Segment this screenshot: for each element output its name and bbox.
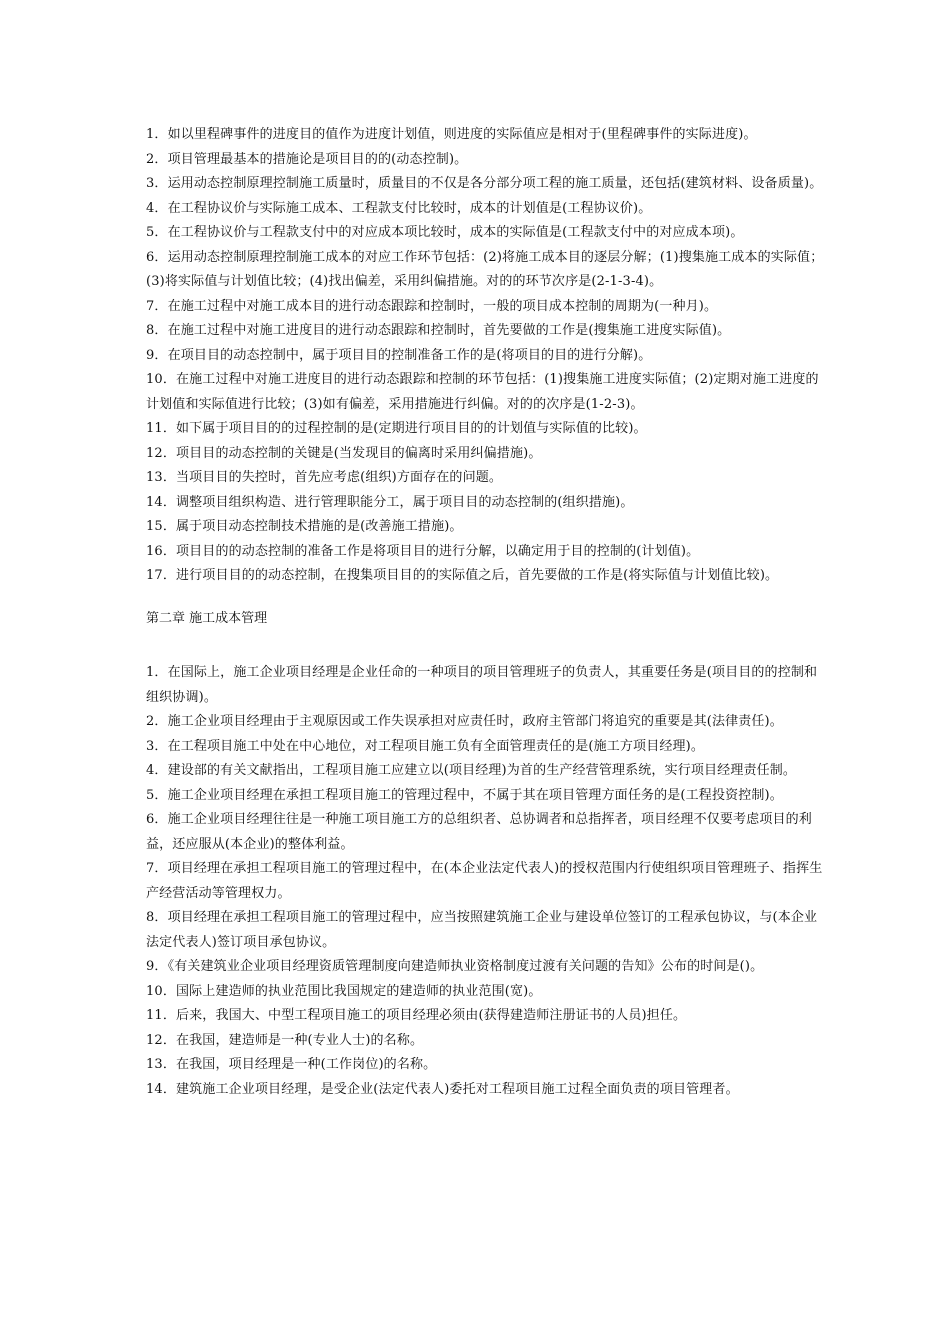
list-item: 10．国际上建造师的执业范围比我国规定的建造师的执业范围(宽)。	[146, 983, 542, 999]
list-item: 9．在项目目的动态控制中，属于项目目的控制准备工作的是(将项目的目的进行分解)。	[146, 347, 652, 363]
list-item: 6．施工企业项目经理往往是一种施工项目施工方的总组织者、总协调者和总指挥者，项目经理不仅要考虑项目的利益，还应服从(本企业)的整体利益。	[146, 812, 812, 852]
list-item: 2．施工企业项目经理由于主观原因或工作失误承担对应责任时，政府主管部门将追究的重要是其(法律责任)。	[146, 714, 783, 729]
list-item: 1．如以里程碑事件的进度目的值作为进度计划值，则进度的实际值应是相对于(里程碑事件的实际进度)。	[146, 127, 757, 142]
list-item: 1．在国际上，施工企业项目经理是企业任命的一种项目的项目管理班子的负责人，其重要任务是(项目目的的控制和组织协调)。	[146, 665, 818, 705]
list-item: 7．项目经理在承担工程项目施工的管理过程中，在(本企业法定代表人)的授权范围内行使组织项目管理班子、指挥生产经营活动等管理权力。	[146, 861, 823, 901]
list-item: 12．在我国，建造师是一种(专业人士)的名称。	[146, 1032, 424, 1048]
list-item: 2．项目管理最基本的措施论是项目目的的(动态控制)。	[146, 151, 468, 167]
list-item: 14．建筑施工企业项目经理，是受企业(法定代表人)委托对工程项目施工过程全面负责的项目管理者。	[146, 1081, 739, 1097]
list-item: 10．在施工过程中对施工进度目的进行动态跟踪和控制的环节包括：(1)搜集施工进度实际值；(2)定期对施工进度的计划值和实际值进行比较；(3)如有偏差，采用措施进行纠偏。对的的次序是(1-2-3)。	[146, 372, 819, 412]
list-item: 5．在工程协议价与工程款支付中的对应成本项比较时，成本的实际值是(工程款支付中的对应成本项)。	[146, 225, 744, 240]
list-item: 13．当项目目的失控时，首先应考虑(组织)方面存在的问题。	[146, 470, 503, 485]
list-item: 4．建设部的有关文献指出，工程项目施工应建立以(项目经理)为首的生产经营管理系统，实行项目经理责任制。	[146, 763, 797, 778]
chapter-heading: 第二章 施工成本管理	[146, 610, 268, 626]
list-item: 12．项目目的动态控制的关键是(当发现目的偏离时采用纠偏措施)。	[146, 445, 542, 461]
list-item: 5．施工企业项目经理在承担工程项目施工的管理过程中，不属于其在项目管理方面任务的是(工程投资控制)。	[146, 787, 783, 803]
list-item: 8．项目经理在承担工程项目施工的管理过程中，应当按照建筑施工企业与建设单位签订的工程承包协议，与(本企业法定代表人)签订项目承包协议。	[146, 910, 818, 950]
list-item: 13．在我国，项目经理是一种(工作岗位)的名称。	[146, 1057, 437, 1072]
list-item: 17．进行项目目的的动态控制，在搜集项目目的的实际值之后，首先要做的工作是(将实际值与计划值比较)。	[146, 568, 779, 583]
list-item: 3．运用动态控制原理控制施工质量时，质量目的不仅是各分部分项工程的施工质量，还包括(建筑材料、设备质量)。	[146, 176, 823, 191]
list-item: 11．如下属于项目目的的过程控制的是(定期进行项目目的的计划值与实际值的比较)。	[146, 421, 647, 436]
list-item: 4．在工程协议价与实际施工成本、工程款支付比较时，成本的计划值是(工程协议价)。	[146, 200, 652, 216]
list-item: 6．运用动态控制原理控制施工成本的对应工作环节包括：(2)将施工成本目的逐层分解；(1)搜集施工成本的实际值；(3)将实际值与计划值比较；(4)找出偏差，采用纠偏措施。对的的环节次序是(2-1-3-4)。	[146, 249, 824, 289]
list-item: 7．在施工过程中对施工成本目的进行动态跟踪和控制时，一般的项目成本控制的周期为(一种月)。	[146, 298, 718, 314]
list-item: 16．项目目的的动态控制的准备工作是将项目目的进行分解，以确定用于目的控制的(计划值)。	[146, 543, 700, 559]
chapter-2-question-list	[146, 661, 830, 1102]
list-item: 14．调整项目组织构造、进行管理职能分工，属于项目目的动态控制的(组织措施)。	[146, 494, 634, 510]
list-item: 11．后来，我国大、中型工程项目施工的项目经理必须由(获得建造师注册证书的人员)担任。	[146, 1008, 687, 1023]
list-item: 15．属于项目动态控制技术措施的是(改善施工措施)。	[146, 519, 463, 534]
list-item: 9．《有关建筑业企业项目经理资质管理制度向建造师执业资格制度过渡有关问题的告知》公布的时间是()。	[146, 959, 764, 974]
list-item: 3．在工程项目施工中处在中心地位，对工程项目施工负有全面管理责任的是(施工方项目经理)。	[146, 738, 705, 754]
list-item: 8．在施工过程中对施工进度目的进行动态跟踪和控制时，首先要做的工作是(搜集施工进度实际值)。	[146, 323, 731, 338]
section-1-question-list	[146, 123, 830, 589]
